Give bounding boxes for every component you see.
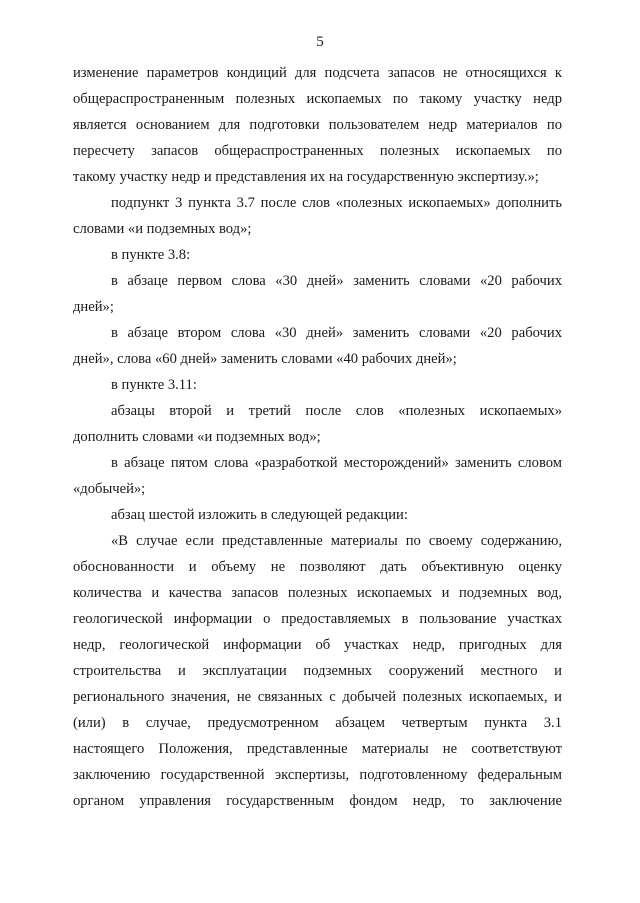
text-line: «добычей»; [73,481,146,497]
text-line: в пункте 3.11: [111,377,197,393]
text-line: строительства и эксплуатации подземных сооружений местного и [73,663,562,679]
text-line: органом управления государственным фондом недр, то заключение [73,793,562,809]
text-line: абзацы второй и третий после слов «полезных ископаемых» [111,403,562,419]
text-line: количества и качества запасов полезных ископаемых и подземных вод, [73,585,562,601]
text-line: абзац шестой изложить в следующей редакции: [111,507,408,523]
text-line: является основанием для подготовки пользователем недр материалов по [73,117,562,133]
text-line: (или) в случае, предусмотренном абзацем четвертым пункта 3.1 [73,715,562,731]
text-line: дополнить словами «и подземных вод»; [73,429,321,445]
text-line: геологической информации о предоставляемых в пользование участках [73,611,562,627]
text-line: заключению государственной экспертизы, подготовленному федеральным [73,767,562,783]
text-line: регионального значения, не связанных с добычей полезных ископаемых, и [73,689,562,705]
page-number: 5 [316,34,324,50]
text-line: обоснованности и объему не позволяют дать объективную оценку [73,559,562,575]
text-line: дней»; [73,299,114,315]
text-line: настоящего Положения, представленные материалы не соответствуют [73,741,562,757]
text-line: такому участку недр и представления их на государственную экспертизу.»; [73,169,539,185]
text-line: подпункт 3 пункта 3.7 после слов «полезных ископаемых» дополнить [111,195,562,211]
text-line: в пункте 3.8: [111,247,191,263]
text-line: изменение параметров кондиций для подсчета запасов не относящихся к [73,65,562,81]
text-line: «В случае если представленные материалы по своему содержанию, [111,533,562,549]
text-line: в абзаце втором слова «30 дней» заменить словами «20 рабочих [111,325,562,341]
text-line: словами «и подземных вод»; [73,221,252,237]
text-line: в абзаце пятом слова «разработкой месторождений» заменить словом [111,455,562,471]
text-line: недр, геологической информации об участках недр, пригодных для [73,637,562,653]
text-line: общераспространенным полезных ископаемых по такому участку недр [73,91,562,107]
document-body [73,60,562,814]
text-line: дней», слова «60 дней» заменить словами «40 рабочих дней»; [73,351,457,367]
text-line: пересчету запасов общераспространенных полезных ископаемых по [73,143,562,159]
text-line: в абзаце первом слова «30 дней» заменить словами «20 рабочих [111,273,562,289]
